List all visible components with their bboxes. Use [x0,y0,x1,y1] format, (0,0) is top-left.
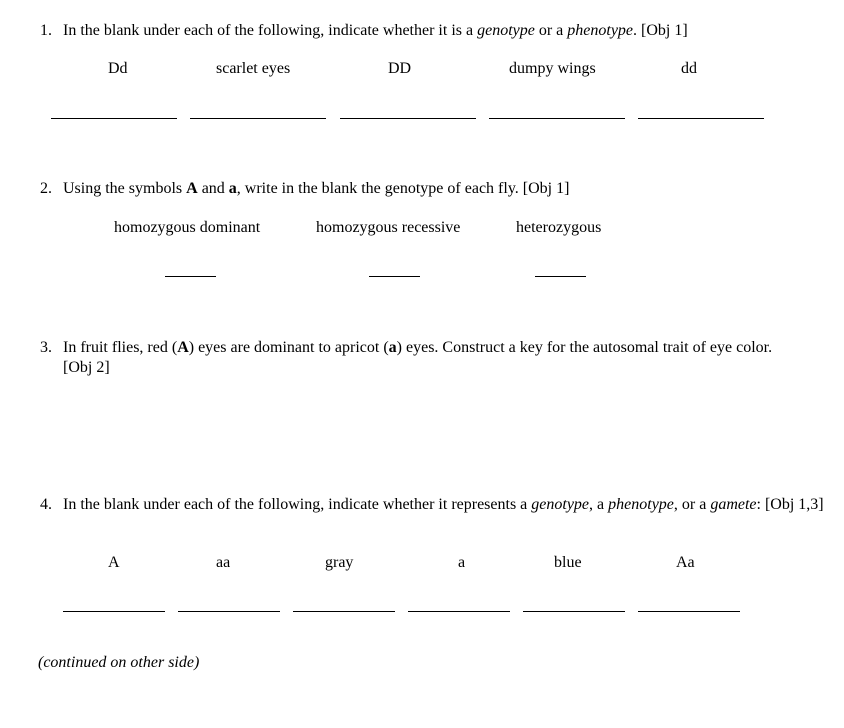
q4-item: a [458,554,466,571]
question-2 [40,179,810,199]
answer-blank[interactable] [408,611,510,612]
answer-blank[interactable] [165,276,216,277]
question-text: Using the symbols A and a, write in the blank the genotype of each fly. [Obj 1] [63,180,570,197]
answer-blank[interactable] [638,118,764,119]
answer-blank[interactable] [63,611,165,612]
q1-item: scarlet eyes [216,60,291,77]
answer-blank[interactable] [638,611,740,612]
question-4 [40,495,825,515]
answer-blank[interactable] [190,118,326,119]
q4-item: Aa [676,554,695,571]
q4-item: blue [554,554,582,571]
q1-item: DD [388,60,412,77]
question-text: In fruit flies, red (A) eyes are dominant to apricot (a) eyes. Construct a key for the autosomal trait of eye color. [Obj 2] [63,339,773,376]
q1-item: dumpy wings [509,60,596,77]
answer-blank[interactable] [340,118,476,119]
q2-item: homozygous dominant [114,219,261,236]
q4-item: A [108,554,120,571]
answer-blank[interactable] [535,276,586,277]
continued-note: (continued on other side) [38,654,200,671]
q2-item: heterozygous [516,219,602,236]
q4-item: aa [216,554,231,571]
question-number: 1. [40,22,52,39]
q2-item: homozygous recessive [316,219,461,236]
q4-item: gray [325,554,354,571]
answer-blank[interactable] [489,118,625,119]
question-number: 3. [40,339,52,356]
q1-item: Dd [108,60,128,77]
answer-blank[interactable] [51,118,177,119]
question-number: 4. [40,496,52,513]
answer-blank[interactable] [293,611,395,612]
answer-blank[interactable] [178,611,280,612]
q1-item: dd [681,60,697,77]
question-3 [40,338,785,378]
question-1 [40,21,810,41]
question-text: In the blank under each of the following, indicate whether it is a genotype or a phenotype. [Obj 1] [63,22,688,39]
question-text: In the blank under each of the following, indicate whether it represents a genotype, a phenotype, or a gamete: [Obj 1,3] [63,496,824,513]
answer-blank[interactable] [369,276,420,277]
answer-blank[interactable] [523,611,625,612]
question-number: 2. [40,180,52,197]
